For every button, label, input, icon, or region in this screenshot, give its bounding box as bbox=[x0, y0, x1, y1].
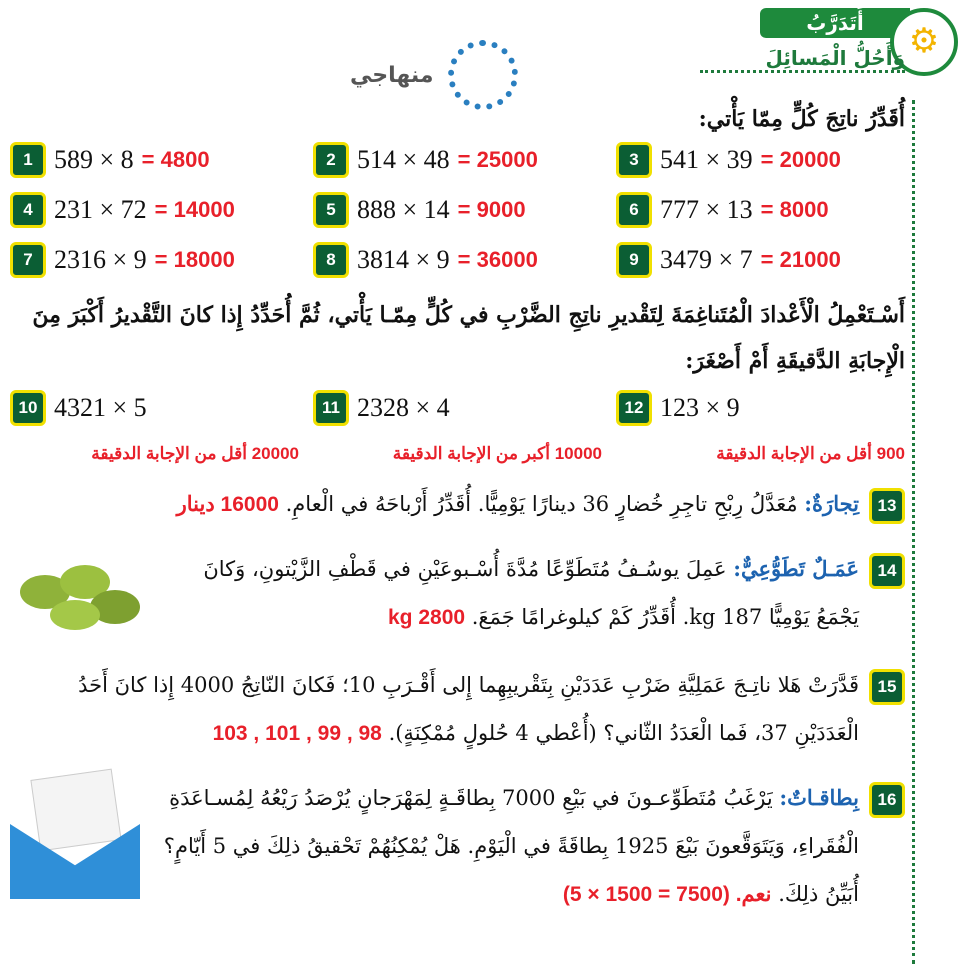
section-tab: أَتَدَرَّبُ bbox=[760, 8, 910, 38]
item-number: 3 bbox=[616, 142, 652, 178]
expression: 4321 × 5 bbox=[54, 393, 147, 422]
problem-text: الْفُقَراءِ، وَيَتَوَقَّعونَ بَيْعَ 1925 بِطاقَةً في الْيَوْمِ. هَلْ يُمْكِنُهُمْ تَحْقيقُ ذلِكَ في 5 أَيّامٍ؟ bbox=[163, 834, 859, 858]
compare-answer: 900 أقل من الإجابة الدقيقة bbox=[716, 444, 905, 463]
compare-answer: 10000 أكبر من الإجابة الدقيقة bbox=[392, 444, 602, 463]
estimate-item bbox=[313, 242, 602, 278]
answer: نعم. (7500 = 1500 × 5) bbox=[562, 883, 772, 906]
answer: = 25000 bbox=[457, 147, 538, 172]
problem-text: مُعَدَّلُ رِبْحِ تاجِرِ خُضارٍ 36 دينارًا يَوْمِيًّا. أُقَدِّرُ أَرْباحَهُ في الْعامِ. bbox=[285, 492, 798, 516]
estimate-grid bbox=[10, 142, 905, 278]
expression: 589 × 8 bbox=[54, 145, 134, 174]
compare-item bbox=[616, 390, 905, 464]
expression: 123 × 9 bbox=[660, 393, 740, 422]
answer: = 8000 bbox=[760, 197, 829, 222]
item-number: 4 bbox=[10, 192, 46, 228]
problem-16 bbox=[10, 774, 905, 919]
problem-number: 16 bbox=[869, 782, 905, 818]
answer: = 14000 bbox=[154, 197, 235, 222]
estimate-item bbox=[616, 192, 905, 228]
compare-grid bbox=[10, 390, 905, 464]
item-number: 2 bbox=[313, 142, 349, 178]
estimate-item bbox=[313, 142, 602, 178]
item-number: 5 bbox=[313, 192, 349, 228]
problem-text: أُبَيِّنُ ذلِكَ. bbox=[778, 882, 859, 906]
instruction-line1: أَسْـتَعْمِلُ الْأَعْدادَ الْمُتَناغِمَةَ لِتَقْديرِ ناتِجِ الضَّرْبِ في كُلٍّ مِمّـا يَأْتي، ثُمَّ أُحَدِّدُ إِذا كانَ التَّقْديرُ أَكْبَرَ مِنَ bbox=[32, 302, 905, 328]
estimate-item bbox=[10, 192, 299, 228]
envelope-image bbox=[10, 774, 150, 904]
expression: 541 × 39 bbox=[660, 145, 753, 174]
item-number: 8 bbox=[313, 242, 349, 278]
compare-item bbox=[10, 390, 299, 464]
estimate-item bbox=[616, 242, 905, 278]
answer: = 18000 bbox=[154, 247, 235, 272]
answer: = 20000 bbox=[760, 147, 841, 172]
divider bbox=[912, 100, 915, 964]
problem-number: 13 bbox=[869, 488, 905, 524]
answer: = 36000 bbox=[457, 247, 538, 272]
answer: = 9000 bbox=[457, 197, 526, 222]
problem-title: بِطاقـاتٌ: bbox=[779, 785, 859, 810]
intro: أُقَدِّرُ ناتِجَ كُلٍّ مِمّا يَأْتي: bbox=[698, 106, 905, 132]
main-content bbox=[0, 106, 961, 929]
expression: 3479 × 7 bbox=[660, 245, 753, 274]
compare-item bbox=[313, 390, 602, 464]
item-number: 10 bbox=[10, 390, 46, 426]
answer: 2800 kg bbox=[387, 606, 466, 629]
compare-answer: 20000 أقل من الإجابة الدقيقة bbox=[91, 444, 299, 463]
item-number: 1 bbox=[10, 142, 46, 178]
problem-text: يَرْغَبُ مُتَطَوِّعـونَ في بَيْعِ 7000 بِطاقَـةٍ لِمَهْرَجانٍ يُرْصَدُ رَيْعُهُ لِمُسـاعَدَةِ bbox=[169, 786, 773, 810]
estimate-item bbox=[10, 142, 299, 178]
problem-number: 14 bbox=[869, 553, 905, 589]
answer: 16000 دينار bbox=[176, 493, 279, 516]
item-number: 6 bbox=[616, 192, 652, 228]
problem-14 bbox=[10, 545, 905, 645]
expression: 514 × 48 bbox=[357, 145, 450, 174]
problem-text: يَجْمَعُ يَوْمِيًّا 187 kg. أُقَدِّرُ كَمْ كيلوغرامًا جَمَعَ. bbox=[471, 605, 859, 629]
problem-number: 15 bbox=[869, 669, 905, 705]
gears-icon: ⚙ bbox=[890, 8, 958, 76]
item-number: 12 bbox=[616, 390, 652, 426]
logo-emblem-icon bbox=[448, 40, 518, 110]
expression: 888 × 14 bbox=[357, 195, 450, 224]
item-number: 9 bbox=[616, 242, 652, 278]
expression: 2316 × 9 bbox=[54, 245, 147, 274]
answer: = 4800 bbox=[141, 147, 210, 172]
problem-text: عَمِلَ يوسُـفُ مُتَطَوِّعًا مُدَّةَ أُسْـبوعَيْنِ في قَطْفِ الزَّيْتونِ، وَكانَ bbox=[203, 557, 727, 581]
answer: = 21000 bbox=[760, 247, 841, 272]
answer: 103 , 101 , 99 , 98 bbox=[212, 722, 382, 745]
expression: 231 × 72 bbox=[54, 195, 147, 224]
logo-text: منهاجي bbox=[350, 62, 434, 88]
estimate-item bbox=[10, 242, 299, 278]
problem-text: قَدَّرَتْ هَلا ناتِـجَ عَمَلِيَّةِ ضَرْبِ عَدَدَيْنِ بِتَقْريبِهِما إِلى أَقْـرَبِ 10؛ فَكانَ النّاتِجُ 4000 إِذا كانَ أَحَدُ bbox=[78, 673, 859, 697]
section-subtitle: وَأَحُلُّ الْمَسائِلَ bbox=[700, 46, 905, 73]
problem-title: عَمَـلٌ تَطَوُّعِيٌّ: bbox=[733, 556, 859, 581]
expression: 3814 × 9 bbox=[357, 245, 450, 274]
instruction-line2: الْإِجابَةِ الدَّقيقَةِ أَمْ أَصْغَرَ: bbox=[685, 348, 905, 374]
expression: 777 × 13 bbox=[660, 195, 753, 224]
problem-15 bbox=[10, 661, 905, 758]
item-number: 11 bbox=[313, 390, 349, 426]
page-header bbox=[0, 0, 961, 100]
estimate-item bbox=[616, 142, 905, 178]
expression: 2328 × 4 bbox=[357, 393, 450, 422]
olives-image bbox=[10, 545, 160, 645]
problem-text: الْعَدَدَيْنِ 37، فَما الْعَدَدُ الثّاني؟ (أُعْطي 4 حُلولٍ مُمْكِنَةٍ). bbox=[388, 721, 859, 745]
logo bbox=[350, 40, 518, 110]
item-number: 7 bbox=[10, 242, 46, 278]
estimate-item bbox=[313, 192, 602, 228]
problem-13 bbox=[10, 480, 905, 529]
problem-title: تِجارَةٌ: bbox=[804, 491, 859, 516]
instruction bbox=[10, 292, 905, 384]
